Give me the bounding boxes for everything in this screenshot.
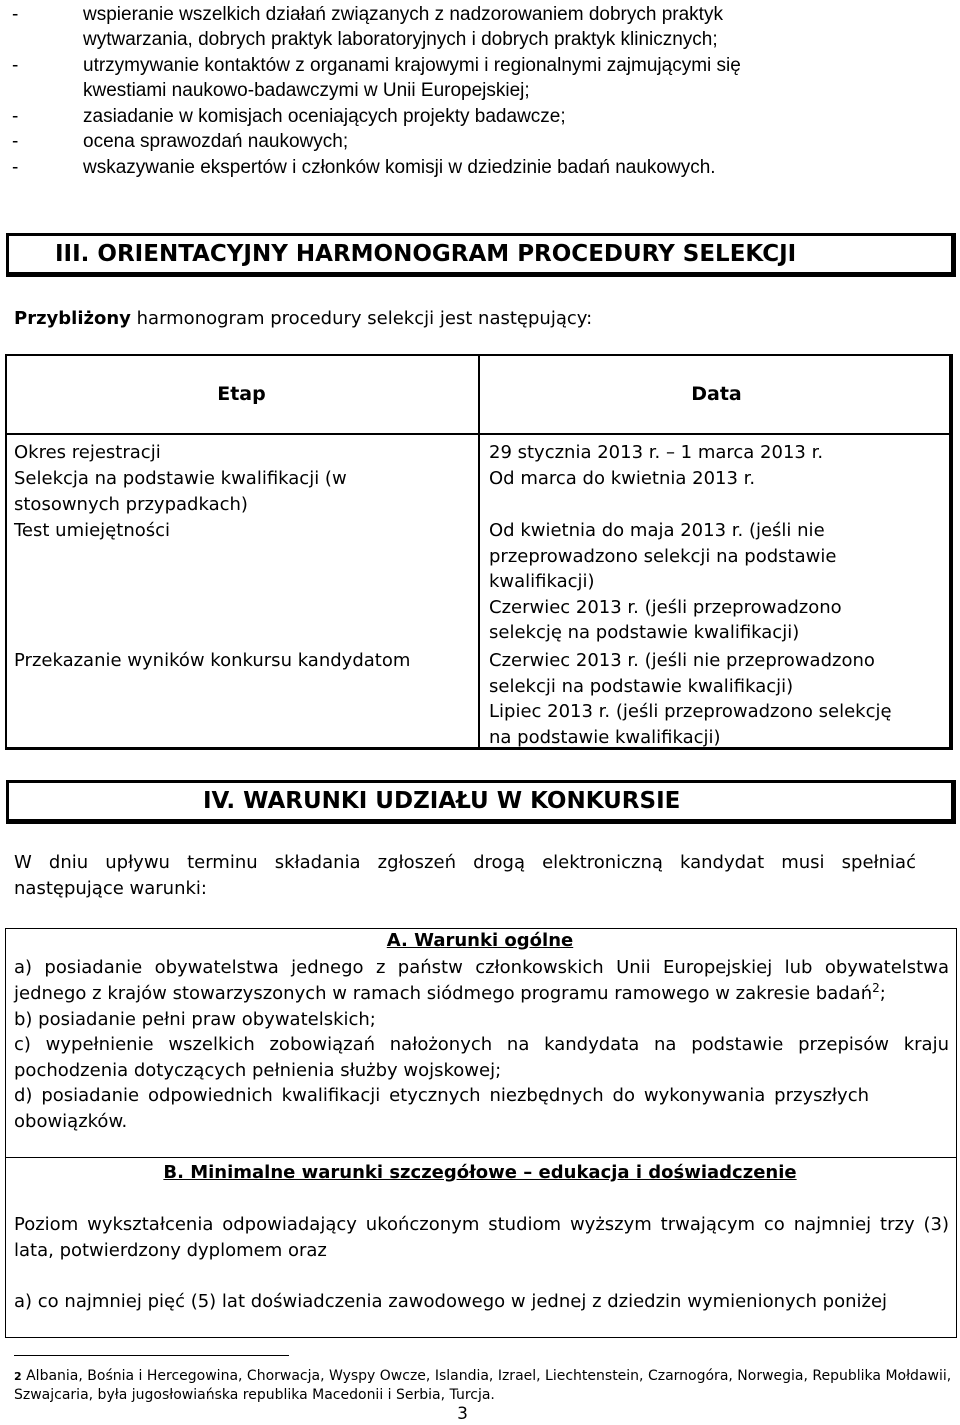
table-cell-date: 29 stycznia 2013 r. – 1 marca 2013 r. — [489, 442, 824, 463]
table-cell-date: Czerwiec 2013 r. (jeśli nie przeprowadzono selekcji na podstawie kwalifikacji) Lipiec 2013 r. (jeśli przeprowadzono selekcję na podstawie kwalifikacji) — [489, 650, 892, 748]
footnote: $^2$ Albania, Bośnia i Hercegowina, Chorwacja, Wyspy Owcze, Islandia, Izrael, Liechtenstein, Czarnogóra, Norwegia, Republika Mołdawii, Szwajcaria, była jugosłowiańska republika Macedonii i Serbia, Turcja. — [14, 1368, 952, 1403]
footnote-ref: 2 — [872, 980, 880, 995]
table-cell-stage: Przekazanie wyników konkursu kandydatom — [14, 650, 411, 671]
table-cell-stage: Okres rejestracji — [14, 442, 161, 463]
list-item: d) posiadanie odpowiednich kwalifikacji etycznych niezbędnych do wykonywania przyszłych obowiązków. — [14, 1085, 869, 1132]
column-header-date: Data — [691, 382, 742, 405]
table-cell-date: Od marca do kwietnia 2013 r. — [489, 468, 756, 489]
column-header-stage: Etap — [217, 382, 266, 405]
list-item: b) posiadanie pełni praw obywatelskich; — [14, 1009, 376, 1030]
education-requirement: Poziom wykształcenia odpowiadający ukończonym studiom wyższym trwającym co najmniej trzy (3) lata, potwierdzony dyplomem oraz — [14, 1214, 949, 1261]
page-number: 3 — [457, 1404, 468, 1424]
experience-requirement: a) co najmniej pięć (5) lat doświadczenia zawodowego w jednej z dziedzin wymienionych poniżej — [14, 1291, 888, 1312]
schedule-intro: Przybliżony harmonogram procedury selekcji jest następujący: — [14, 308, 593, 329]
subsection-heading: A. Warunki ogólne — [386, 930, 574, 951]
table-cell-stage: Selekcja na podstawie kwalifikacji (w stosownych przypadkach) — [14, 468, 347, 515]
header-divider — [5, 433, 953, 435]
list-item: a) posiadanie obywatelstwa jednego z państw członkowskich Unii Europejskiej lub obywatelstwa jednego z krajów stowarzyszonych w ramach siódmego programu ramowego w zakresie badań$^2$; — [14, 957, 949, 1004]
table-cell-stage: Test umiejętności — [14, 520, 171, 541]
section-title: IV. WARUNKI UDZIAŁU W KONKURSIE — [203, 788, 681, 814]
table-cell-date: Od kwietnia do maja 2013 r. (jeśli nie przeprowadzono selekcji na podstawie kwalifikacji) Czerwiec 2013 r. (jeśli przeprowadzono selekcję na podstawie kwalifikacji) — [489, 520, 842, 643]
conditions-intro: W dniu upływu terminu składania zgłoszeń drogą elektroniczną kandydat musi spełniać następujące warunki: — [14, 852, 916, 899]
section-title: III. ORIENTACYJNY HARMONOGRAM PROCEDURY SELEKCJI — [55, 241, 797, 267]
subsection-heading: B. Minimalne warunki szczegółowe – edukacja i doświadczenie — [163, 1162, 797, 1183]
footnote-divider — [14, 1355, 289, 1356]
list-item: c) wypełnienie wszelkich zobowiązań nałożonych na kandydata na podstawie przepisów kraju pochodzenia dotyczących pełnienia służby wojskowej; — [14, 1034, 949, 1081]
